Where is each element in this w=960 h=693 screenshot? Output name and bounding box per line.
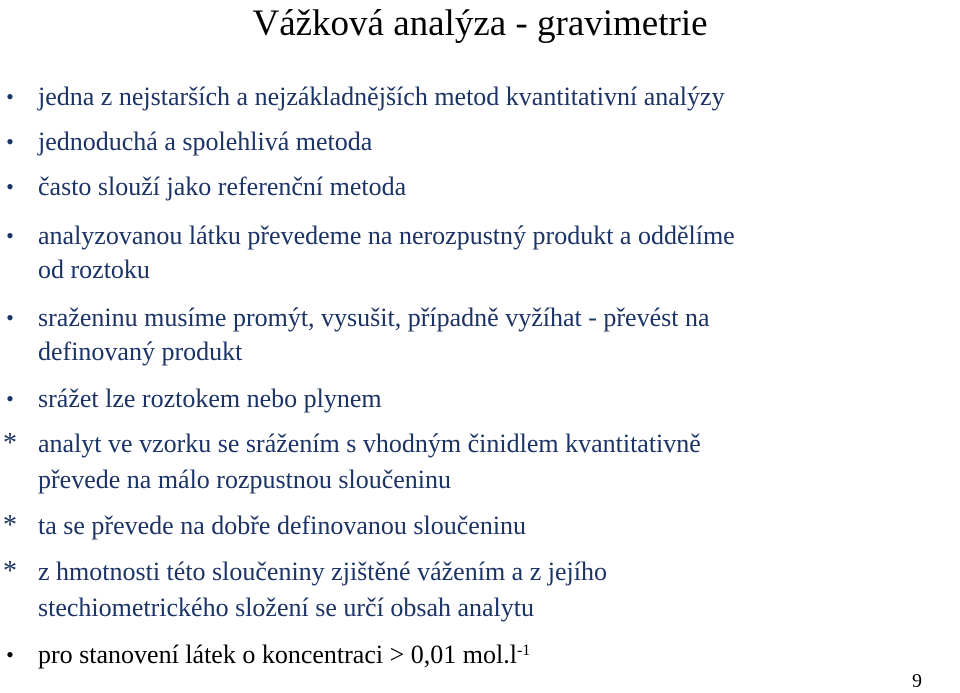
list-item-text: z hmotnosti této sloučeniny zjištěné vážením a z jejího	[38, 557, 607, 586]
bullet-marker: •	[6, 174, 14, 199]
list-item-text: analyt ve vzorku se srážením s vhodným činidlem kvantitativně	[38, 429, 701, 458]
list-item-text: jednoduchá a spolehlivá metoda	[38, 127, 373, 156]
list-item-main-text: pro stanovení látek o koncentraci > 0,01 mol.l	[38, 640, 517, 669]
list-item-text: jedna z nejstarších a nejzákladnějších metod kvantitativní analýzy	[38, 82, 725, 111]
list-item-text: od roztoku	[38, 255, 150, 284]
star-marker: *	[3, 510, 17, 541]
list-item-text: definovaný produkt	[38, 337, 243, 366]
slide-title: Vážková analýza - gravimetrie	[252, 3, 708, 44]
list-item-text: stechiometrického složení se určí obsah analytu	[38, 593, 535, 622]
star-marker: *	[3, 428, 17, 459]
list-item-text: srážet lze roztokem nebo plynem	[38, 384, 382, 413]
bullet-marker: •	[6, 305, 14, 330]
bullet-marker: •	[6, 129, 14, 154]
list-item-text: převede na málo rozpustnou sloučeninu	[38, 465, 451, 494]
list-item-text: ta se převede na dobře definovanou sloučeninu	[38, 511, 527, 540]
page-number: 9	[912, 670, 922, 692]
star-marker: *	[3, 556, 17, 587]
list-item-text: sraženinu musíme promýt, vysušit, případně vyžíhat - převést na	[38, 303, 710, 332]
bullet-marker: •	[6, 386, 14, 411]
exponent: -1	[516, 642, 531, 659]
bullet-marker: •	[6, 223, 14, 248]
list-item-text	[38, 640, 530, 670]
bullet-marker: •	[6, 642, 14, 667]
bullet-marker: •	[6, 84, 14, 109]
list-item-text: často slouží jako referenční metoda	[38, 172, 407, 201]
list-item-text: analyzovanou látku převedeme na nerozpustný produkt a oddělíme	[38, 221, 735, 250]
